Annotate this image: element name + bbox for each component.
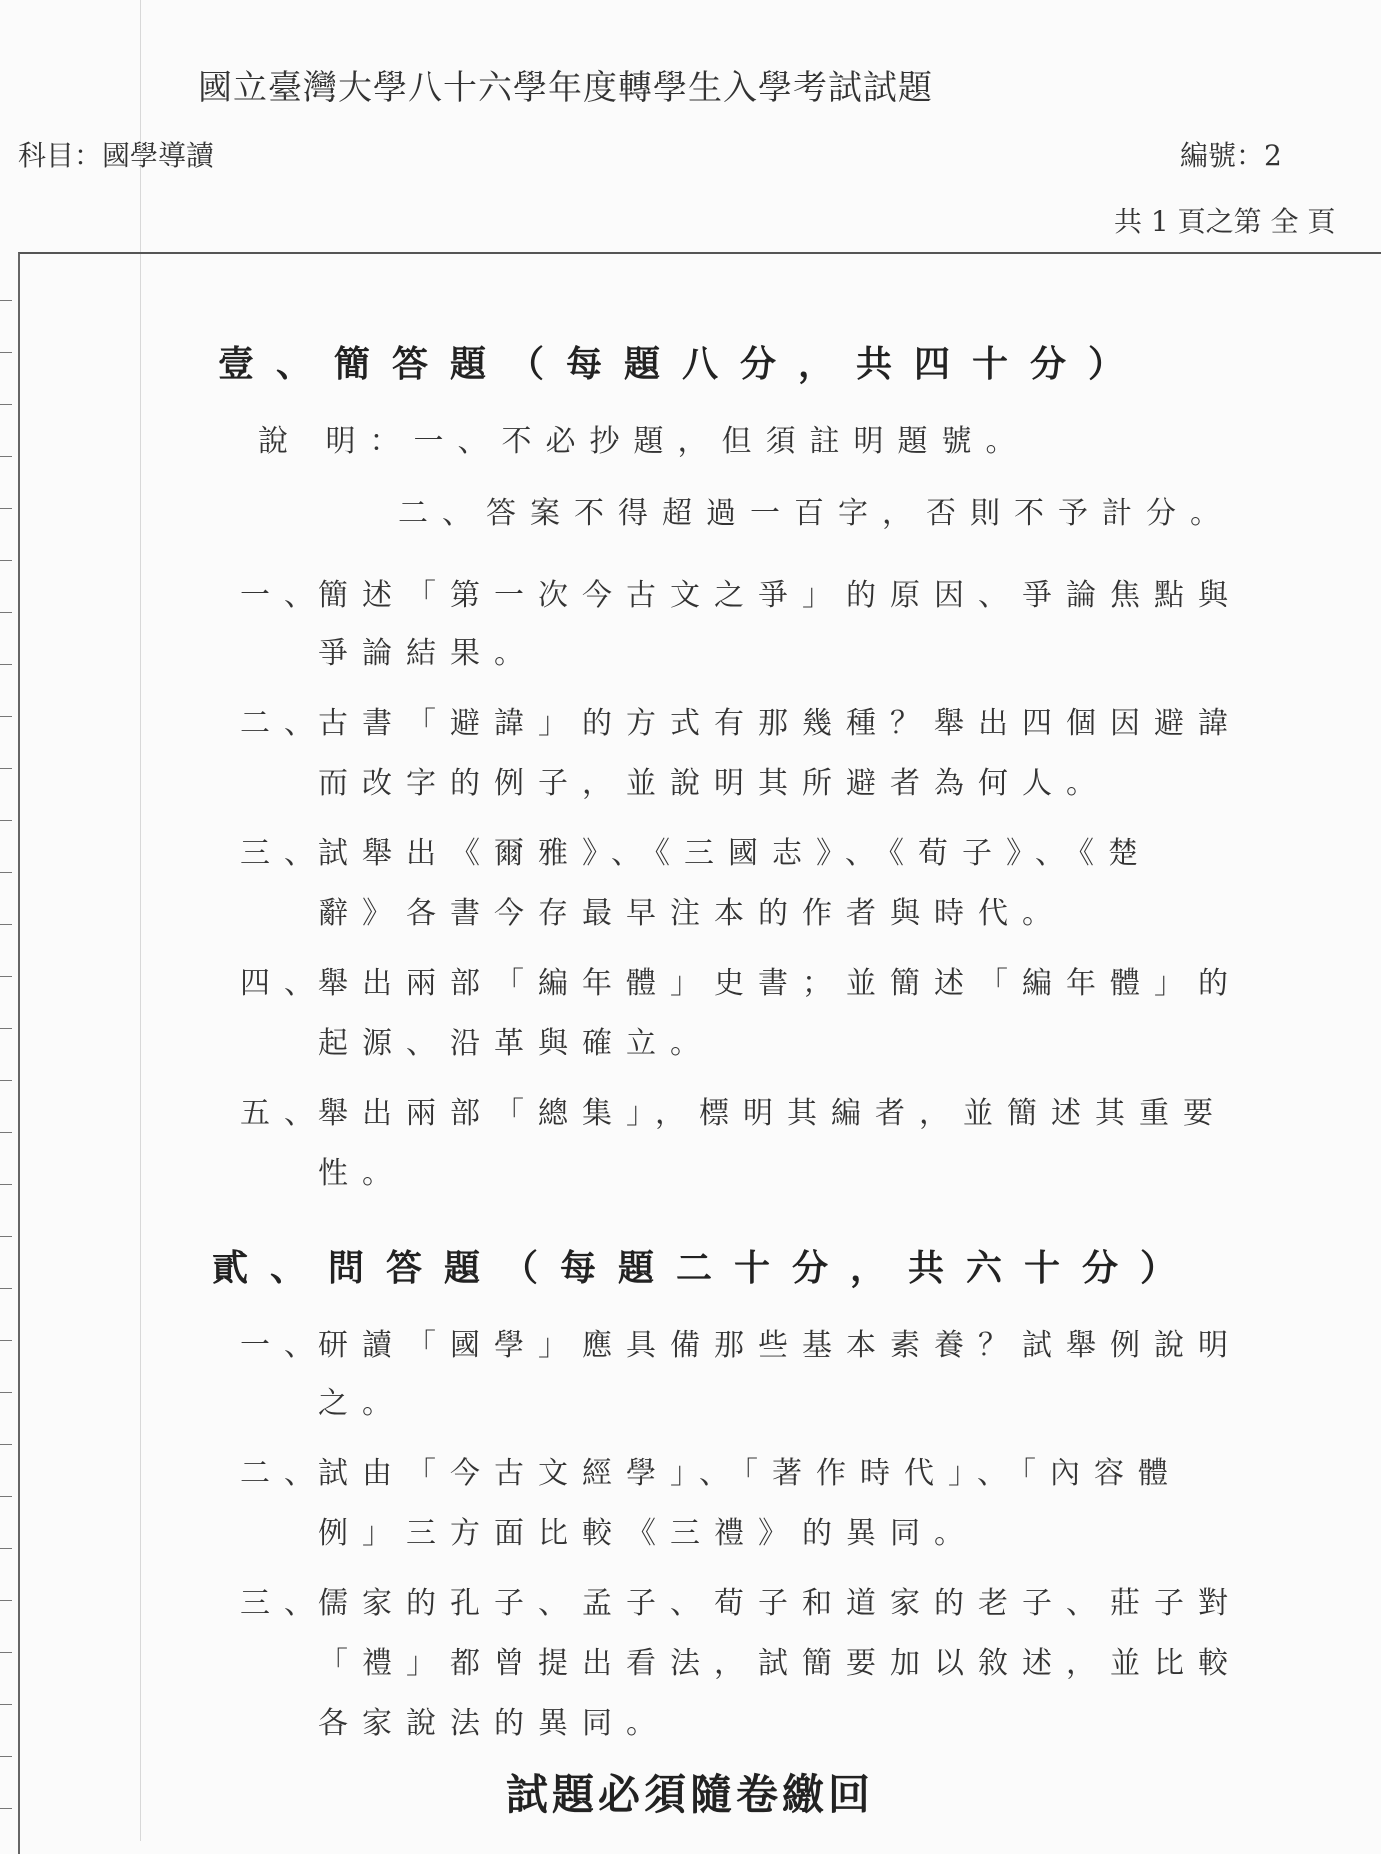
margin-tick: [0, 1080, 12, 1081]
margin-tick: [0, 664, 12, 665]
s1-q1-number: 一、: [240, 578, 328, 613]
margin-tick: [0, 300, 12, 301]
s1-q3-line2: 辭》各書今存最早注本的作者與時代。: [318, 896, 1066, 931]
s1-q2-line2: 而改字的例子，並說明其所避者為何人。: [318, 766, 1110, 801]
margin-tick: [0, 404, 12, 405]
margin-tick: [0, 508, 12, 509]
margin-tick: [0, 1132, 12, 1133]
s1-q4-number: 四、: [240, 966, 328, 1001]
s2-q2-number: 二、: [240, 1456, 328, 1491]
s1-q5-line2: 性。: [318, 1156, 406, 1191]
margin-tick: [0, 1808, 12, 1809]
s1-q1-line2: 爭論結果。: [318, 636, 538, 671]
exam-number: 編號：2: [1180, 139, 1282, 172]
s2-q2-line1: 試由「今古文經學」、「著作時代」、「內容體: [318, 1456, 1182, 1491]
s1-q3-number: 三、: [240, 836, 328, 871]
s2-q3-number: 三、: [240, 1586, 328, 1621]
margin-tick: [0, 560, 12, 561]
s1-q5-number: 五、: [240, 1096, 328, 1131]
subject-label: 科目：國學導讀: [18, 139, 215, 172]
margin-tick: [0, 820, 12, 821]
s1-q1-line1: 簡述「第一次今古文之爭」的原因、爭論焦點與: [318, 578, 1242, 613]
s1-q2-number: 二、: [240, 706, 328, 741]
margin-tick: [0, 924, 12, 925]
s2-q3-line2: 「禮」都曾提出看法，試簡要加以敘述，並比較: [318, 1646, 1242, 1681]
margin-tick: [0, 1288, 12, 1289]
margin-tick: [0, 1340, 12, 1341]
exam-title: 國立臺灣大學八十六學年度轉學生入學考試試題: [198, 68, 933, 108]
note-2: 二、答案不得超過一百字，否則不予計分。: [398, 496, 1234, 531]
s1-q4-line1: 舉出兩部「編年體」史書；並簡述「編年體」的: [318, 966, 1242, 1001]
s2-q2-line2: 例」三方面比較《三禮》的異同。: [318, 1516, 978, 1551]
s1-q5-line1: 舉出兩部「總集」，標明其編者，並簡述其重要: [318, 1096, 1227, 1131]
s2-q3-line1: 儒家的孔子、孟子、荀子和道家的老子、莊子對: [318, 1586, 1242, 1621]
margin-tick: [0, 872, 12, 873]
margin-tick: [0, 1496, 12, 1497]
margin-tick: [0, 1548, 12, 1549]
page-count: 共 1 頁之第 全 頁: [1114, 205, 1336, 238]
margin-tick: [0, 976, 12, 977]
section2-heading: 貳、問答題（每題二十分，共六十分）: [212, 1247, 1199, 1289]
section1-heading: 壹、簡答題（每題八分，共四十分）: [218, 343, 1147, 385]
margin-tick: [0, 1704, 12, 1705]
margin-tick: [0, 1236, 12, 1237]
margin-tick: [0, 1756, 12, 1757]
s1-q3-line1: 試舉出《爾雅》、《三國志》、《荀子》、《楚: [318, 836, 1152, 871]
margin-ticks: [0, 300, 14, 1840]
margin-tick: [0, 1392, 12, 1393]
margin-tick: [0, 352, 12, 353]
s2-q3-line3: 各家說法的異同。: [318, 1706, 670, 1741]
note-1: 說 明：一、不必抄題，但須註明題號。: [258, 424, 1030, 459]
margin-tick: [0, 456, 12, 457]
margin-tick: [0, 1652, 12, 1653]
margin-tick: [0, 1184, 12, 1185]
margin-tick: [0, 716, 12, 717]
s2-q1-line1: 研讀「國學」應具備那些基本素養？試舉例說明: [318, 1328, 1242, 1363]
s1-q2-line1: 古書「避諱」的方式有那幾種？舉出四個因避諱: [318, 706, 1242, 741]
margin-tick: [0, 1600, 12, 1601]
s1-q4-line2: 起源、沿革與確立。: [318, 1026, 714, 1061]
margin-tick: [0, 1028, 12, 1029]
s2-q1-line2: 之。: [318, 1386, 406, 1421]
margin-tick: [0, 768, 12, 769]
return-notice: 試題必須隨卷繳回: [506, 1770, 875, 1819]
margin-tick: [0, 612, 12, 613]
s2-q1-number: 一、: [240, 1328, 328, 1363]
margin-tick: [0, 1444, 12, 1445]
